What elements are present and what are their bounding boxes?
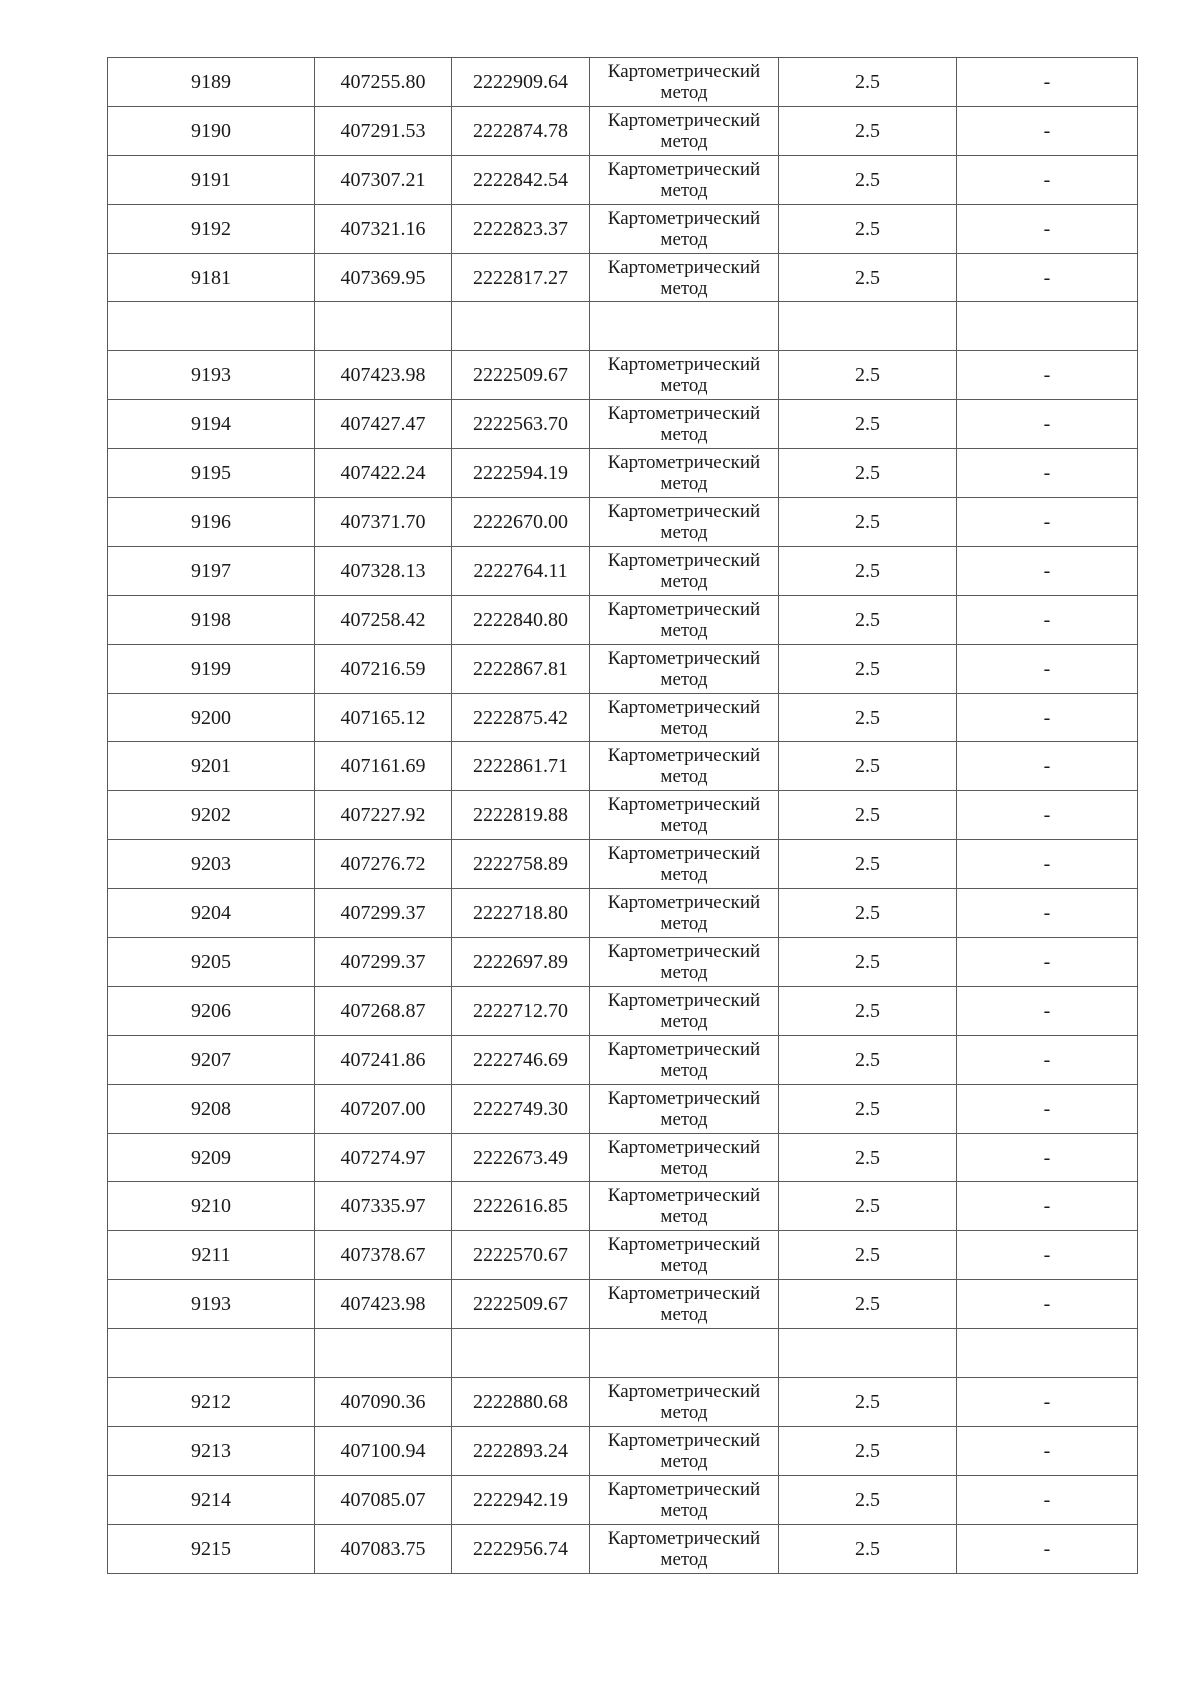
method-line-2: метод <box>660 424 708 446</box>
point-number-cell: 9198 <box>108 595 315 644</box>
method-line-1: Картометрический <box>607 1038 761 1060</box>
x-coordinate-cell <box>315 302 452 351</box>
method-line-2: метод <box>660 228 708 250</box>
accuracy-cell: 2.5 <box>779 400 957 449</box>
x-coordinate-cell <box>315 1329 452 1378</box>
point-number-cell: 9211 <box>108 1231 315 1280</box>
accuracy-cell: 2.5 <box>779 1084 957 1133</box>
point-number-cell: 9214 <box>108 1475 315 1524</box>
table-row <box>108 253 1138 302</box>
method-cell <box>590 742 779 791</box>
y-coordinate-cell: 2222563.70 <box>452 400 590 449</box>
note-cell: - <box>957 595 1138 644</box>
note-cell: - <box>957 1182 1138 1231</box>
table-row <box>108 302 1138 351</box>
point-number-cell: 9193 <box>108 351 315 400</box>
point-number-cell: 9195 <box>108 449 315 498</box>
point-number-cell: 9189 <box>108 58 315 107</box>
note-cell: - <box>957 742 1138 791</box>
point-number-cell: 9194 <box>108 400 315 449</box>
y-coordinate-cell: 2222746.69 <box>452 1035 590 1084</box>
table-row <box>108 400 1138 449</box>
coordinates-table <box>107 57 1138 1574</box>
method-line-2: метод <box>660 375 708 397</box>
method-cell <box>590 400 779 449</box>
method-line-2: метод <box>660 1206 708 1228</box>
x-coordinate-cell: 407083.75 <box>315 1524 452 1573</box>
note-cell: - <box>957 840 1138 889</box>
coordinates-table-body <box>108 58 1138 1574</box>
y-coordinate-cell: 2222909.64 <box>452 58 590 107</box>
point-number-cell: 9193 <box>108 1280 315 1329</box>
method-line-1: Картометрический <box>607 1136 761 1158</box>
method-line-1: Картометрический <box>607 696 761 718</box>
note-cell: - <box>957 1133 1138 1182</box>
point-number-cell: 9215 <box>108 1524 315 1573</box>
point-number-cell: 9207 <box>108 1035 315 1084</box>
note-cell: - <box>957 400 1138 449</box>
y-coordinate-cell: 2222819.88 <box>452 791 590 840</box>
x-coordinate-cell: 407371.70 <box>315 498 452 547</box>
point-number-cell <box>108 302 315 351</box>
method-cell <box>590 106 779 155</box>
y-coordinate-cell: 2222942.19 <box>452 1475 590 1524</box>
x-coordinate-cell: 407291.53 <box>315 106 452 155</box>
x-coordinate-cell: 407258.42 <box>315 595 452 644</box>
y-coordinate-cell: 2222880.68 <box>452 1378 590 1427</box>
point-number-cell: 9212 <box>108 1378 315 1427</box>
point-number-cell: 9206 <box>108 986 315 1035</box>
accuracy-cell: 2.5 <box>779 1231 957 1280</box>
note-cell: - <box>957 1378 1138 1427</box>
table-row <box>108 498 1138 547</box>
point-number-cell: 9205 <box>108 938 315 987</box>
x-coordinate-cell: 407321.16 <box>315 204 452 253</box>
x-coordinate-cell: 407299.37 <box>315 889 452 938</box>
method-line-1: Картометрический <box>607 647 761 669</box>
method-cell <box>590 253 779 302</box>
method-line-1: Картометрический <box>607 60 761 82</box>
table-row <box>108 986 1138 1035</box>
method-cell <box>590 1524 779 1573</box>
table-row <box>108 693 1138 742</box>
table-row <box>108 546 1138 595</box>
method-cell <box>590 449 779 498</box>
method-line-1: Картометрический <box>607 940 761 962</box>
note-cell: - <box>957 693 1138 742</box>
accuracy-cell: 2.5 <box>779 791 957 840</box>
note-cell: - <box>957 498 1138 547</box>
y-coordinate-cell: 2222764.11 <box>452 546 590 595</box>
accuracy-cell: 2.5 <box>779 889 957 938</box>
y-coordinate-cell: 2222867.81 <box>452 644 590 693</box>
accuracy-cell <box>779 1329 957 1378</box>
method-cell <box>590 644 779 693</box>
y-coordinate-cell <box>452 302 590 351</box>
x-coordinate-cell: 407268.87 <box>315 986 452 1035</box>
method-line-1: Картометрический <box>607 403 761 425</box>
table-row <box>108 1182 1138 1231</box>
method-cell <box>590 889 779 938</box>
table-row <box>108 449 1138 498</box>
accuracy-cell: 2.5 <box>779 1426 957 1475</box>
method-cell <box>590 204 779 253</box>
note-cell: - <box>957 1426 1138 1475</box>
y-coordinate-cell: 2222875.42 <box>452 693 590 742</box>
method-cell <box>590 840 779 889</box>
method-cell <box>590 595 779 644</box>
point-number-cell: 9192 <box>108 204 315 253</box>
table-row <box>108 595 1138 644</box>
x-coordinate-cell: 407216.59 <box>315 644 452 693</box>
note-cell: - <box>957 253 1138 302</box>
method-cell <box>590 1035 779 1084</box>
method-line-1: Картометрический <box>607 1380 761 1402</box>
method-line-2: метод <box>660 1010 708 1032</box>
table-row <box>108 204 1138 253</box>
x-coordinate-cell: 407335.97 <box>315 1182 452 1231</box>
y-coordinate-cell: 2222718.80 <box>452 889 590 938</box>
accuracy-cell: 2.5 <box>779 449 957 498</box>
accuracy-cell: 2.5 <box>779 546 957 595</box>
method-line-2: метод <box>660 521 708 543</box>
accuracy-cell: 2.5 <box>779 1378 957 1427</box>
method-cell <box>590 302 779 351</box>
method-line-2: метод <box>660 179 708 201</box>
x-coordinate-cell: 407307.21 <box>315 155 452 204</box>
y-coordinate-cell: 2222861.71 <box>452 742 590 791</box>
method-line-1: Картометрический <box>607 500 761 522</box>
y-coordinate-cell: 2222893.24 <box>452 1426 590 1475</box>
table-row <box>108 644 1138 693</box>
point-number-cell: 9197 <box>108 546 315 595</box>
method-line-1: Картометрический <box>607 158 761 180</box>
method-cell <box>590 1378 779 1427</box>
method-line-2: метод <box>660 619 708 641</box>
note-cell: - <box>957 1035 1138 1084</box>
method-cell <box>590 1475 779 1524</box>
method-line-2: метод <box>660 717 708 739</box>
method-cell <box>590 791 779 840</box>
note-cell: - <box>957 986 1138 1035</box>
table-row <box>108 1280 1138 1329</box>
x-coordinate-cell: 407227.92 <box>315 791 452 840</box>
method-line-2: метод <box>660 1401 708 1423</box>
point-number-cell: 9208 <box>108 1084 315 1133</box>
method-cell <box>590 498 779 547</box>
method-cell <box>590 1084 779 1133</box>
method-line-2: метод <box>660 81 708 103</box>
accuracy-cell: 2.5 <box>779 986 957 1035</box>
method-line-2: метод <box>660 864 708 886</box>
note-cell: - <box>957 889 1138 938</box>
x-coordinate-cell: 407274.97 <box>315 1133 452 1182</box>
accuracy-cell: 2.5 <box>779 693 957 742</box>
method-cell <box>590 1329 779 1378</box>
accuracy-cell: 2.5 <box>779 351 957 400</box>
note-cell: - <box>957 1475 1138 1524</box>
x-coordinate-cell: 407100.94 <box>315 1426 452 1475</box>
method-cell <box>590 693 779 742</box>
method-cell <box>590 938 779 987</box>
y-coordinate-cell <box>452 1329 590 1378</box>
method-line-2: метод <box>660 1450 708 1472</box>
note-cell: - <box>957 644 1138 693</box>
x-coordinate-cell: 407328.13 <box>315 546 452 595</box>
note-cell <box>957 1329 1138 1378</box>
table-row <box>108 155 1138 204</box>
table-row <box>108 840 1138 889</box>
table-row <box>108 1231 1138 1280</box>
y-coordinate-cell: 2222956.74 <box>452 1524 590 1573</box>
note-cell: - <box>957 155 1138 204</box>
y-coordinate-cell: 2222817.27 <box>452 253 590 302</box>
y-coordinate-cell: 2222697.89 <box>452 938 590 987</box>
note-cell: - <box>957 449 1138 498</box>
y-coordinate-cell: 2222670.00 <box>452 498 590 547</box>
method-line-1: Картометрический <box>607 452 761 474</box>
point-number-cell: 9196 <box>108 498 315 547</box>
x-coordinate-cell: 407422.24 <box>315 449 452 498</box>
accuracy-cell <box>779 302 957 351</box>
note-cell: - <box>957 1280 1138 1329</box>
accuracy-cell: 2.5 <box>779 644 957 693</box>
note-cell: - <box>957 1231 1138 1280</box>
method-line-2: метод <box>660 961 708 983</box>
method-cell <box>590 986 779 1035</box>
table-row <box>108 742 1138 791</box>
note-cell: - <box>957 106 1138 155</box>
method-line-1: Картометрический <box>607 1185 761 1207</box>
accuracy-cell: 2.5 <box>779 1475 957 1524</box>
point-number-cell: 9209 <box>108 1133 315 1182</box>
method-line-1: Картометрический <box>607 354 761 376</box>
method-line-1: Картометрический <box>607 1429 761 1451</box>
method-line-2: метод <box>660 1255 708 1277</box>
method-line-1: Картометрический <box>607 989 761 1011</box>
point-number-cell: 9204 <box>108 889 315 938</box>
accuracy-cell: 2.5 <box>779 58 957 107</box>
x-coordinate-cell: 407427.47 <box>315 400 452 449</box>
method-cell <box>590 1280 779 1329</box>
x-coordinate-cell: 407085.07 <box>315 1475 452 1524</box>
method-line-1: Картометрический <box>607 1283 761 1305</box>
accuracy-cell: 2.5 <box>779 155 957 204</box>
table-row <box>108 1475 1138 1524</box>
method-cell <box>590 546 779 595</box>
method-line-1: Картометрический <box>607 745 761 767</box>
accuracy-cell: 2.5 <box>779 595 957 644</box>
y-coordinate-cell: 2222840.80 <box>452 595 590 644</box>
y-coordinate-cell: 2222749.30 <box>452 1084 590 1133</box>
accuracy-cell: 2.5 <box>779 498 957 547</box>
method-line-2: метод <box>660 1108 708 1130</box>
note-cell: - <box>957 58 1138 107</box>
method-line-1: Картометрический <box>607 1234 761 1256</box>
x-coordinate-cell: 407161.69 <box>315 742 452 791</box>
note-cell: - <box>957 351 1138 400</box>
method-line-1: Картометрический <box>607 1087 761 1109</box>
y-coordinate-cell: 2222673.49 <box>452 1133 590 1182</box>
x-coordinate-cell: 407276.72 <box>315 840 452 889</box>
method-line-2: метод <box>660 1548 708 1570</box>
method-line-2: метод <box>660 277 708 299</box>
table-row <box>108 58 1138 107</box>
point-number-cell: 9203 <box>108 840 315 889</box>
x-coordinate-cell: 407255.80 <box>315 58 452 107</box>
table-row <box>108 889 1138 938</box>
table-row <box>108 1084 1138 1133</box>
note-cell: - <box>957 791 1138 840</box>
table-row <box>108 791 1138 840</box>
y-coordinate-cell: 2222712.70 <box>452 986 590 1035</box>
y-coordinate-cell: 2222823.37 <box>452 204 590 253</box>
y-coordinate-cell: 2222616.85 <box>452 1182 590 1231</box>
point-number-cell: 9190 <box>108 106 315 155</box>
accuracy-cell: 2.5 <box>779 1280 957 1329</box>
table-row <box>108 106 1138 155</box>
method-line-2: метод <box>660 570 708 592</box>
y-coordinate-cell: 2222570.67 <box>452 1231 590 1280</box>
point-number-cell: 9200 <box>108 693 315 742</box>
y-coordinate-cell: 2222842.54 <box>452 155 590 204</box>
method-cell <box>590 351 779 400</box>
table-row <box>108 351 1138 400</box>
point-number-cell <box>108 1329 315 1378</box>
method-line-1: Картометрический <box>607 207 761 229</box>
method-line-2: метод <box>660 1157 708 1179</box>
y-coordinate-cell: 2222594.19 <box>452 449 590 498</box>
x-coordinate-cell: 407369.95 <box>315 253 452 302</box>
method-line-2: метод <box>660 913 708 935</box>
table-row <box>108 938 1138 987</box>
method-line-1: Картометрический <box>607 1478 761 1500</box>
note-cell <box>957 302 1138 351</box>
method-line-2: метод <box>660 1304 708 1326</box>
method-cell <box>590 58 779 107</box>
method-cell <box>590 155 779 204</box>
point-number-cell: 9210 <box>108 1182 315 1231</box>
method-cell <box>590 1231 779 1280</box>
accuracy-cell: 2.5 <box>779 253 957 302</box>
y-coordinate-cell: 2222509.67 <box>452 351 590 400</box>
accuracy-cell: 2.5 <box>779 1035 957 1084</box>
method-line-1: Картометрический <box>607 256 761 278</box>
method-line-1: Картометрический <box>607 1527 761 1549</box>
method-line-2: метод <box>660 668 708 690</box>
accuracy-cell: 2.5 <box>779 1524 957 1573</box>
method-line-2: метод <box>660 1499 708 1521</box>
accuracy-cell: 2.5 <box>779 204 957 253</box>
point-number-cell: 9181 <box>108 253 315 302</box>
table-row <box>108 1329 1138 1378</box>
x-coordinate-cell: 407207.00 <box>315 1084 452 1133</box>
table-row <box>108 1378 1138 1427</box>
method-line-1: Картометрический <box>607 843 761 865</box>
method-cell <box>590 1426 779 1475</box>
x-coordinate-cell: 407241.86 <box>315 1035 452 1084</box>
method-line-2: метод <box>660 766 708 788</box>
accuracy-cell: 2.5 <box>779 938 957 987</box>
x-coordinate-cell: 407090.36 <box>315 1378 452 1427</box>
y-coordinate-cell: 2222758.89 <box>452 840 590 889</box>
method-line-2: метод <box>660 815 708 837</box>
table-row <box>108 1035 1138 1084</box>
note-cell: - <box>957 1084 1138 1133</box>
note-cell: - <box>957 204 1138 253</box>
y-coordinate-cell: 2222509.67 <box>452 1280 590 1329</box>
method-line-1: Картометрический <box>607 598 761 620</box>
table-row <box>108 1133 1138 1182</box>
method-line-1: Картометрический <box>607 794 761 816</box>
point-number-cell: 9213 <box>108 1426 315 1475</box>
method-cell <box>590 1133 779 1182</box>
method-line-1: Картометрический <box>607 892 761 914</box>
point-number-cell: 9202 <box>108 791 315 840</box>
point-number-cell: 9199 <box>108 644 315 693</box>
method-line-2: метод <box>660 473 708 495</box>
x-coordinate-cell: 407299.37 <box>315 938 452 987</box>
accuracy-cell: 2.5 <box>779 742 957 791</box>
point-number-cell: 9191 <box>108 155 315 204</box>
accuracy-cell: 2.5 <box>779 840 957 889</box>
table-row <box>108 1426 1138 1475</box>
accuracy-cell: 2.5 <box>779 1133 957 1182</box>
note-cell: - <box>957 1524 1138 1573</box>
point-number-cell: 9201 <box>108 742 315 791</box>
method-line-1: Картометрический <box>607 109 761 131</box>
x-coordinate-cell: 407378.67 <box>315 1231 452 1280</box>
method-line-2: метод <box>660 130 708 152</box>
x-coordinate-cell: 407165.12 <box>315 693 452 742</box>
method-line-2: метод <box>660 1059 708 1081</box>
note-cell: - <box>957 546 1138 595</box>
method-line-1: Картометрический <box>607 549 761 571</box>
method-cell <box>590 1182 779 1231</box>
table-row <box>108 1524 1138 1573</box>
y-coordinate-cell: 2222874.78 <box>452 106 590 155</box>
x-coordinate-cell: 407423.98 <box>315 1280 452 1329</box>
accuracy-cell: 2.5 <box>779 106 957 155</box>
note-cell: - <box>957 938 1138 987</box>
x-coordinate-cell: 407423.98 <box>315 351 452 400</box>
accuracy-cell: 2.5 <box>779 1182 957 1231</box>
